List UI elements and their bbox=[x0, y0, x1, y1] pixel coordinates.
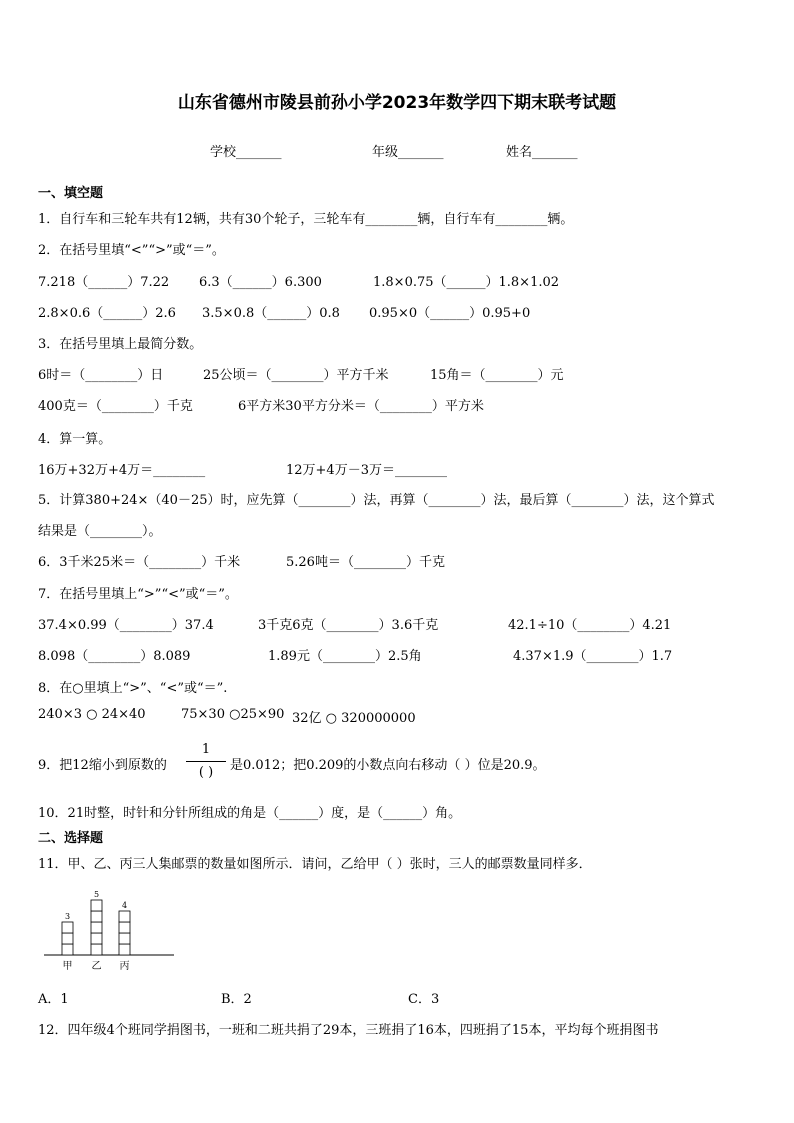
fraction-bar bbox=[186, 761, 226, 762]
q3-item: 6平方米30平方分米＝（________）平方米 bbox=[238, 399, 484, 414]
q3-item: 25公顷＝（________）平方千米 bbox=[203, 368, 389, 383]
q3-item: 6时＝（________）日 bbox=[38, 368, 164, 383]
q3-item: 15角＝（________）元 bbox=[430, 368, 564, 383]
q8-item: 75×30 ○25×90 bbox=[181, 707, 285, 722]
question-6: 6．3千米25米＝（________）千米 bbox=[38, 555, 241, 570]
category-label: 丙 bbox=[119, 961, 130, 972]
fraction-numerator: 1 bbox=[201, 742, 211, 757]
q2-item: 6.3（______）6.300 bbox=[199, 275, 322, 290]
section-choice: 二、选择题 bbox=[38, 831, 104, 846]
question-11: 11．甲、乙、丙三人集邮票的数量如图所示．请问，乙给甲（ ）张时，三人的邮票数量同样多． bbox=[38, 857, 592, 872]
fraction-denominator: ( ) bbox=[198, 765, 214, 780]
q7-item: 37.4×0.99（________）37.4 bbox=[38, 618, 214, 633]
question-9: 9．把12缩小到原数的 bbox=[38, 758, 167, 773]
q2-item: 0.95×0（______）0.95+0 bbox=[369, 306, 531, 321]
q7-item: 1.89元（________）2.5角 bbox=[268, 649, 422, 664]
q3-item: 400克＝（________）千克 bbox=[38, 399, 193, 414]
bar-cell-乙 bbox=[91, 911, 102, 922]
bar-cell-丙 bbox=[119, 922, 130, 933]
bar-cell-丙 bbox=[119, 911, 130, 922]
category-label: 乙 bbox=[91, 961, 102, 972]
q7-item: 42.1÷10（________）4.21 bbox=[508, 618, 672, 633]
q2-item: 1.8×0.75（______）1.8×1.02 bbox=[373, 275, 560, 290]
bar-cell-乙 bbox=[91, 900, 102, 911]
bar-cell-乙 bbox=[91, 933, 102, 944]
q8-item: 32亿 ○ 320000000 bbox=[292, 711, 416, 726]
bar-cell-甲 bbox=[62, 922, 73, 933]
question-1: 1．自行车和三轮车共有12辆，共有30个轮子，三轮车有________辆，自行车有________辆。 bbox=[38, 212, 574, 227]
bar-cell-丙 bbox=[119, 933, 130, 944]
question-5: 5．计算380+24×（40－25）时，应先算（________）法，再算（________）法，最后算（________）法，这个算式 bbox=[38, 493, 715, 508]
question-4: 4．算一算。 bbox=[38, 432, 112, 447]
bar-cell-乙 bbox=[91, 922, 102, 933]
fraction bbox=[186, 741, 226, 782]
question-2: 2．在括号里填“<”“>”或“＝”。 bbox=[38, 243, 225, 258]
q7-item: 4.37×1.9（________）1.7 bbox=[513, 649, 673, 664]
option-c[interactable]: C．3 bbox=[408, 992, 440, 1007]
question-6-item: 5.26吨＝（________）千克 bbox=[286, 555, 445, 570]
bar-cell-乙 bbox=[91, 944, 102, 955]
option-a[interactable]: A．1 bbox=[38, 992, 69, 1007]
q8-item: 240×3 ○ 24×40 bbox=[38, 707, 146, 722]
question-5-cont: 结果是（________）。 bbox=[38, 524, 162, 539]
page-title: 山东省德州市陵县前孙小学2023年数学四下期末联考试题 bbox=[177, 93, 617, 113]
q4-item: 16万+32万+4万＝________ bbox=[38, 463, 206, 478]
q7-item: 3千克6克（________）3.6千克 bbox=[258, 618, 439, 633]
data-label: 4 bbox=[121, 901, 128, 910]
grade-field: 年级_______ bbox=[372, 145, 444, 160]
option-b[interactable]: B．2 bbox=[221, 992, 252, 1007]
q2-item: 3.5×0.8（______）0.8 bbox=[202, 306, 340, 321]
bar-cell-甲 bbox=[62, 933, 73, 944]
data-label: 3 bbox=[64, 912, 71, 921]
school-field: 学校_______ bbox=[210, 145, 282, 160]
question-9-cont: 是0.012；把0.209的小数点向右移动（ ）位是20.9。 bbox=[230, 758, 546, 773]
category-label: 甲 bbox=[62, 961, 73, 972]
data-label: 5 bbox=[93, 890, 100, 899]
question-8: 8．在○里填上“>”、“<”或“＝”. bbox=[38, 681, 228, 696]
q7-item: 8.098（________）8.089 bbox=[38, 649, 191, 664]
question-3: 3．在括号里填上最简分数。 bbox=[38, 337, 203, 352]
stamp-count-chart bbox=[40, 880, 180, 975]
question-12: 12．四年级4个班同学捐图书，一班和二班共捐了29本，三班捐了16本，四班捐了15本，平均每个班捐图书 bbox=[38, 1023, 659, 1038]
q4-item: 12万+4万－3万＝________ bbox=[286, 463, 447, 478]
q2-item: 2.8×0.6（______）2.6 bbox=[38, 306, 176, 321]
section-fill-blank: 一、填空题 bbox=[38, 186, 104, 201]
question-10: 10．21时整，时针和分针所组成的角是（______）度，是（______）角。 bbox=[38, 806, 462, 821]
q2-item: 7.218（______）7.22 bbox=[38, 275, 170, 290]
name-field: 姓名_______ bbox=[506, 145, 578, 160]
bar-cell-甲 bbox=[62, 944, 73, 955]
bar-cell-丙 bbox=[119, 944, 130, 955]
question-7: 7．在括号里填上“>”“<”或“＝”。 bbox=[38, 587, 238, 602]
